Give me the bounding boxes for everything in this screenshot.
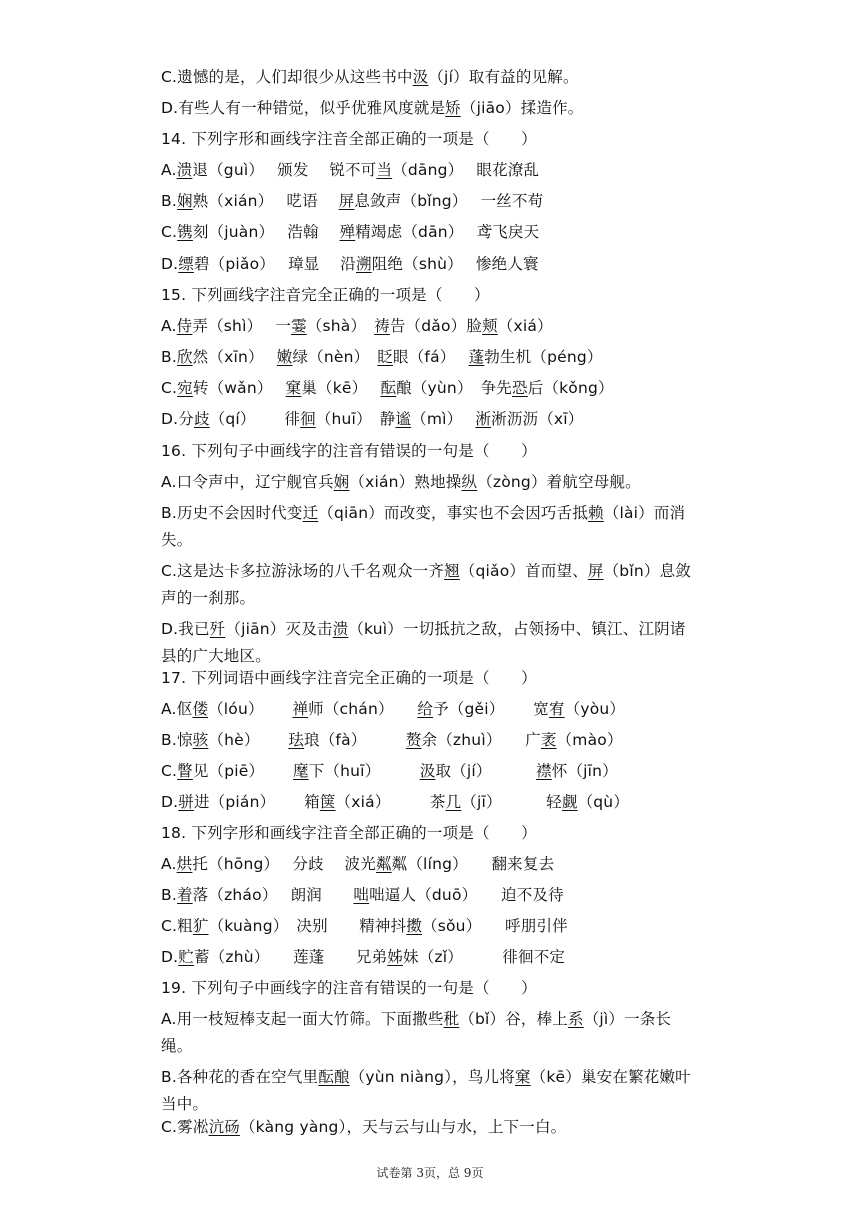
text-line: [161, 221, 539, 243]
text-segment: （lài）而消: [603, 504, 686, 522]
text-line: [161, 853, 554, 875]
underlined-char: 屏: [338, 192, 355, 210]
text-segment: 落（zháo） 朗润: [192, 886, 354, 904]
text-line: [161, 560, 691, 582]
text-segment: B.惊: [161, 731, 193, 749]
underlined-char: 宛: [177, 379, 193, 397]
text-segment: （huī） 静: [315, 410, 396, 428]
text-segment: （mào）: [556, 731, 623, 749]
underlined-char: 屏: [587, 562, 604, 580]
text-segment: 进（pián） 箱: [193, 793, 320, 811]
underlined-char: 酝: [380, 379, 397, 397]
text-segment: 托（hōng） 分歧 波光: [192, 855, 376, 873]
text-line: [161, 159, 539, 181]
text-segment: （jiān）灭及击: [225, 620, 333, 638]
underlined-char: 汲: [419, 762, 436, 780]
text-segment: 妹（zǐ） 徘徊不定: [403, 948, 566, 966]
underlined-char: 给: [417, 700, 434, 718]
text-segment: （jì）一条长: [583, 1010, 672, 1028]
text-segment: （shà）: [306, 317, 375, 335]
underlined-char: 娴: [176, 192, 193, 210]
underlined-char: 嫩: [276, 348, 293, 366]
text-segment: （yùn niàng），鸟儿将: [349, 1068, 515, 1086]
text-segment: （hè）: [208, 731, 289, 749]
text-segment: （xián）熟地操: [349, 473, 462, 491]
text-segment: 眼（fá）: [393, 348, 469, 366]
text-segment: D.有些人有一种错觉，似乎优雅风度就是: [161, 99, 446, 117]
text-line: [161, 190, 543, 212]
underlined-char: 骈: [178, 793, 194, 811]
underlined-char: 窠: [285, 379, 302, 397]
text-segment: （xiá） 茶: [335, 793, 446, 811]
text-segment: 失。: [161, 531, 193, 549]
underlined-char: 烘: [176, 855, 193, 873]
text-segment: 转（wǎn）: [192, 379, 286, 397]
text-line: [161, 822, 537, 844]
text-segment: D.我已: [161, 620, 210, 638]
text-line: [161, 1035, 192, 1057]
underlined-char: 镌: [177, 223, 193, 241]
underlined-char: 谧: [395, 410, 412, 428]
text-segment: 予（gěi） 宽: [433, 700, 549, 718]
text-segment: 退（guì） 颁发 锐不可: [192, 161, 377, 179]
underlined-char: 霎: [291, 317, 307, 335]
underlined-char: 溃: [332, 620, 349, 638]
text-segment: 蓄（zhù） 莲蓬 兄弟: [193, 948, 388, 966]
text-line: [161, 253, 539, 275]
text-segment: C.: [161, 379, 178, 397]
text-segment: 息敛声（bǐng） 一丝不苟: [354, 192, 544, 210]
underlined-char: 恐: [512, 379, 528, 397]
underlined-char: 歧: [193, 410, 210, 428]
underlined-char: 赖: [588, 504, 604, 522]
text-segment: （sǒu） 呼朋引伴: [422, 917, 568, 935]
underlined-char: 瞥: [177, 762, 193, 780]
underlined-char: 袤: [540, 731, 557, 749]
text-segment: 下（huī）: [308, 762, 420, 780]
text-segment: C.雾凇: [161, 1118, 209, 1136]
text-segment: 告（dǎo）脸: [389, 317, 483, 335]
text-segment: 巢（kē）: [301, 379, 381, 397]
underlined-char: 禅: [292, 700, 309, 718]
text-line: [161, 471, 641, 493]
underlined-char: 秕: [443, 1010, 460, 1028]
text-segment: 绳。: [161, 1037, 193, 1055]
underlined-char: 当: [376, 161, 393, 179]
underlined-char: 窠: [514, 1068, 531, 1086]
underlined-char: 欣: [176, 348, 193, 366]
underlined-char: 颊: [482, 317, 498, 335]
underlined-char: 溯: [356, 255, 372, 273]
text-line: [161, 698, 625, 720]
underlined-char: 娴: [333, 473, 350, 491]
text-line: [161, 667, 537, 689]
text-segment: A.伛: [161, 700, 193, 718]
text-line: [161, 618, 686, 640]
text-line: [161, 408, 584, 430]
text-segment: （kàng yàng），天与云与山与水，上下一白。: [239, 1118, 567, 1136]
text-line: [161, 128, 537, 150]
underlined-char: 擞: [406, 917, 423, 935]
text-segment: （jī） 轻: [461, 793, 562, 811]
text-segment: C.: [161, 223, 178, 241]
text-segment: 粼（líng） 翻来复去: [391, 855, 555, 873]
text-segment: （qí） 徘: [209, 410, 301, 428]
text-segment: （bǐ）谷，棒上: [459, 1010, 569, 1028]
text-segment: （kuì）一切抵抗之敌，占领扬中、镇江、江阴诸: [348, 620, 686, 638]
text-line: [161, 440, 537, 462]
text-segment: B.各种花的香在空气里: [161, 1068, 319, 1086]
underlined-char: 眨: [377, 348, 394, 366]
underlined-char: 沆砀: [208, 1118, 240, 1136]
text-segment: （mì）: [411, 410, 476, 428]
text-segment: （qiǎo）首而望、: [459, 562, 588, 580]
underlined-char: 迁: [302, 504, 319, 522]
text-segment: （jiāo）揉造作。: [460, 99, 584, 117]
text-segment: C.遗憾的是，人们却很少从这些书中: [161, 68, 413, 86]
text-segment: D.: [161, 793, 179, 811]
text-line: [161, 529, 192, 551]
text-segment: C.粗: [161, 917, 193, 935]
underlined-char: 姊: [387, 948, 404, 966]
text-segment: （zòng）着航空母舰。: [477, 473, 641, 491]
text-segment: 见（piē）: [192, 762, 294, 780]
underlined-char: 纵: [461, 473, 478, 491]
underlined-char: 歼: [209, 620, 226, 638]
text-segment: 酿（yùn） 争先: [396, 379, 513, 397]
text-line: [161, 587, 255, 609]
text-segment: 15. 下列画线字注音完全正确的一项是（ ）: [161, 286, 490, 304]
underlined-char: 着: [176, 886, 193, 904]
text-segment: 阻绝（shù） 惨绝人寰: [371, 255, 539, 273]
text-segment: 18. 下列字形和画线字注音全部正确的一项是（ ）: [161, 824, 537, 842]
text-line: [161, 66, 579, 88]
text-segment: 琅（fà）: [304, 731, 406, 749]
underlined-char: 酝酿: [318, 1068, 350, 1086]
text-line: [161, 760, 618, 782]
underlined-char: 缥: [178, 255, 194, 273]
underlined-char: 珐: [288, 731, 305, 749]
text-segment: 17. 下列词语中画线字注音完全正确的一项是（ ）: [161, 669, 537, 687]
underlined-char: 殚: [339, 223, 356, 241]
underlined-char: 系: [568, 1010, 584, 1028]
text-segment: 怀（jīn）: [551, 762, 618, 780]
underlined-char: 徊: [300, 410, 316, 428]
text-segment: 当中。: [161, 1095, 209, 1113]
text-segment: A.口令声中，辽宁舰官兵: [161, 473, 334, 491]
underlined-char: 淅: [475, 410, 492, 428]
text-segment: 余（zhuì） 广: [421, 731, 541, 749]
underlined-char: 襟: [536, 762, 552, 780]
underlined-char: 麾: [293, 762, 309, 780]
text-segment: 19. 下列句子中画线字的注音有错误的一句是（ ）: [161, 979, 537, 997]
text-segment: D.: [161, 948, 179, 966]
text-segment: D.: [161, 255, 179, 273]
text-line: [161, 884, 564, 906]
text-segment: （kē）巢安在繁花嫩叶: [530, 1068, 691, 1086]
text-segment: 然（xīn）: [192, 348, 277, 366]
text-segment: B.: [161, 886, 177, 904]
text-segment: A.: [161, 161, 177, 179]
text-segment: 熟（xián） 呓语: [192, 192, 339, 210]
underlined-char: 骇: [192, 731, 209, 749]
text-segment: C.: [161, 762, 178, 780]
text-segment: A.: [161, 855, 177, 873]
underlined-char: 贮: [178, 948, 194, 966]
text-segment: （qù）: [577, 793, 630, 811]
text-segment: 勃生机（péng）: [484, 348, 603, 366]
text-line: [161, 791, 629, 813]
text-segment: 弄（shì） 一: [192, 317, 292, 335]
text-segment: 咄逼人（duō） 迫不及待: [369, 886, 564, 904]
text-segment: 刻（juàn） 浩翰: [192, 223, 340, 241]
text-line: [161, 284, 490, 306]
text-segment: （kuàng） 决别 精神抖: [208, 917, 407, 935]
text-segment: B.历史不会因时代变: [161, 504, 303, 522]
text-line: [161, 1116, 566, 1138]
text-segment: 声的一刹那。: [161, 589, 256, 607]
page-footer: 试卷第 3页，总 9页: [376, 1166, 484, 1180]
text-segment: D.分: [161, 410, 194, 428]
text-line: [161, 1093, 208, 1115]
text-line: [161, 645, 271, 667]
text-line: [161, 729, 623, 751]
text-segment: C.这是达卡多拉游泳场的八千名观众一齐: [161, 562, 445, 580]
underlined-char: 箧: [319, 793, 336, 811]
text-segment: A.用一枝短棒支起一面大竹筛。下面撒些: [161, 1010, 444, 1028]
underlined-char: 侍: [176, 317, 193, 335]
underlined-char: 溃: [176, 161, 193, 179]
text-segment: 后（kǒng）: [527, 379, 614, 397]
underlined-char: 偻: [192, 700, 209, 718]
text-segment: （qiān）而改变，事实也不会因巧舌抵: [318, 504, 589, 522]
text-segment: 精竭虑（dān） 鸢飞戾天: [355, 223, 540, 241]
text-segment: 绿（nèn）: [292, 348, 378, 366]
underlined-char: 咄: [353, 886, 370, 904]
text-segment: 县的广大地区。: [161, 647, 271, 665]
text-segment: B.: [161, 192, 177, 210]
text-segment: 碧（piǎo） 璋显 沿: [193, 255, 357, 273]
underlined-char: 觑: [561, 793, 578, 811]
text-line: [161, 346, 603, 368]
text-line: [161, 315, 553, 337]
text-line: [161, 946, 565, 968]
underlined-char: 矫: [445, 99, 461, 117]
underlined-char: 汲: [412, 68, 429, 86]
text-line: [161, 915, 568, 937]
text-segment: 取（jí）: [435, 762, 537, 780]
text-line: [161, 1008, 671, 1030]
text-segment: （dāng） 眼花潦乱: [392, 161, 540, 179]
underlined-char: 犷: [192, 917, 209, 935]
text-segment: （bǐn）息敛: [603, 562, 691, 580]
text-segment: B.: [161, 348, 177, 366]
text-segment: （xiá）: [497, 317, 553, 335]
underlined-char: 祷: [374, 317, 390, 335]
text-segment: 淅沥沥（xī）: [491, 410, 584, 428]
underlined-char: 翘: [444, 562, 460, 580]
text-segment: 师（chán）: [308, 700, 418, 718]
text-line: [161, 1066, 691, 1088]
underlined-char: 赘: [405, 731, 422, 749]
text-segment: 14. 下列字形和画线字注音全部正确的一项是（ ）: [161, 130, 537, 148]
text-segment: （lóu）: [208, 700, 293, 718]
text-segment: （yòu）: [564, 700, 626, 718]
text-line: [161, 502, 685, 524]
text-line: [161, 977, 537, 999]
underlined-char: 粼: [375, 855, 392, 873]
text-line: [161, 377, 614, 399]
underlined-char: 几: [445, 793, 462, 811]
underlined-char: 宥: [548, 700, 565, 718]
underlined-char: 蓬: [468, 348, 485, 366]
text-segment: （jí）取有益的见解。: [428, 68, 579, 86]
text-segment: A.: [161, 317, 177, 335]
text-segment: 16. 下列句子中画线字的注音有错误的一句是（ ）: [161, 442, 537, 460]
text-line: [161, 97, 583, 119]
